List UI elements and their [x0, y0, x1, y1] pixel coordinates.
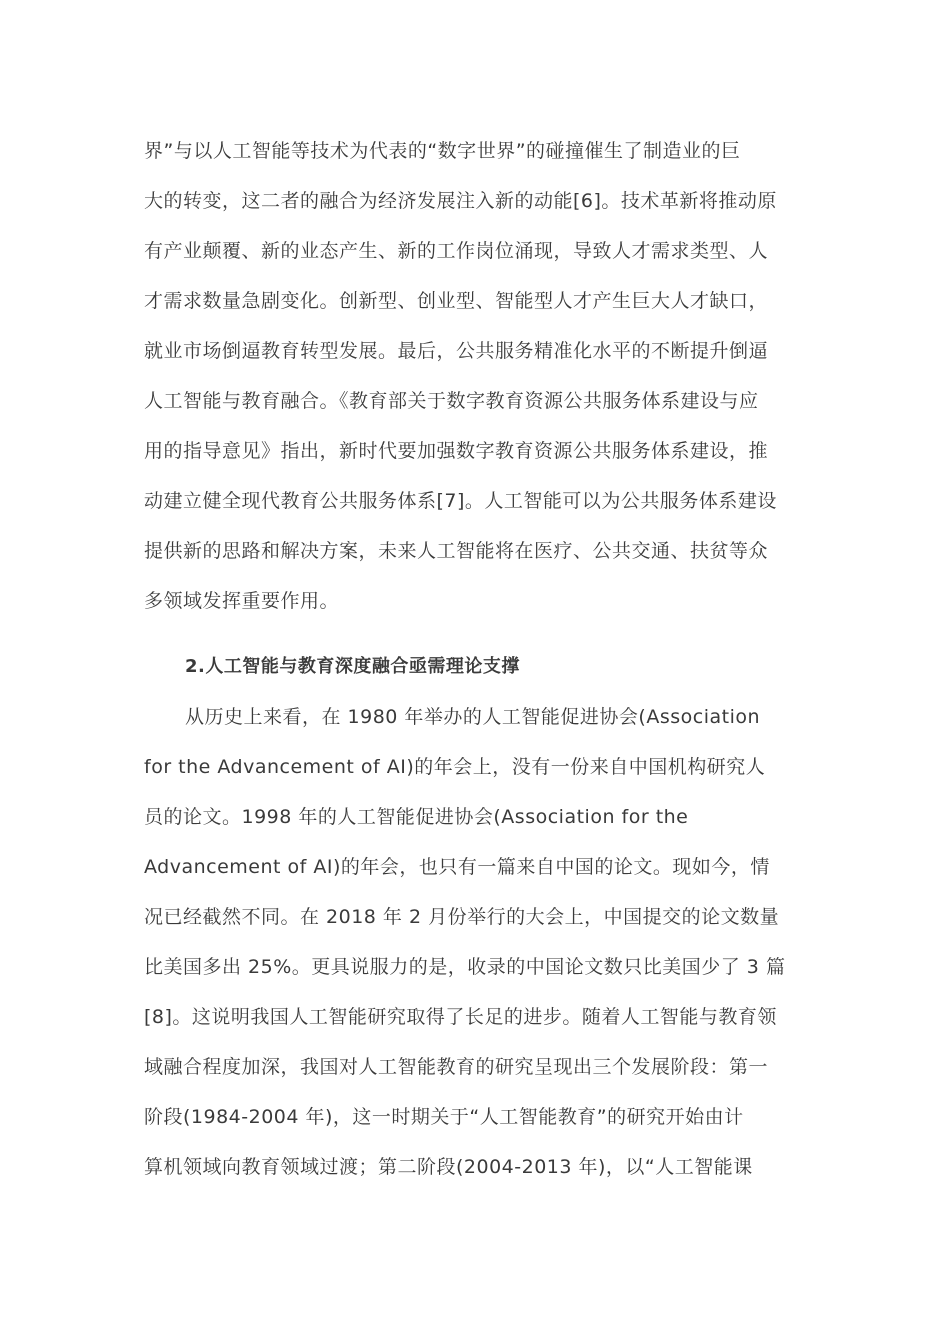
paragraph-line: 多领域发挥重要作用。 — [144, 590, 340, 612]
paragraph-line: for the Advancement of AI)的年会上，没有一份来自中国机构研究人 — [144, 756, 766, 778]
section-heading: 2.人工智能与教育深度融合亟需理论支撑 — [185, 656, 520, 677]
paragraph-line: 算机领域向教育领域过渡；第二阶段(2004-2013 年)，以“人工智能课 — [144, 1156, 753, 1178]
paragraph-line: 提供新的思路和解决方案，未来人工智能将在医疗、公共交通、扶贫等众 — [144, 540, 769, 562]
paragraph-line: 界”与以人工智能等技术为代表的“数字世界”的碰撞催生了制造业的巨 — [144, 140, 741, 162]
paragraph-line: 域融合程度加深，我国对人工智能教育的研究呈现出三个发展阶段：第一 — [144, 1056, 769, 1078]
paragraph-line: 人工智能与教育融合。《教育部关于数字教育资源公共服务体系建设与应 — [144, 390, 759, 412]
paragraph-line: 阶段(1984-2004 年)，这一时期关于“人工智能教育”的研究开始由计 — [144, 1106, 744, 1128]
paragraph-line: 大的转变，这二者的融合为经济发展注入新的动能[6]。技术革新将推动原 — [144, 190, 777, 212]
paragraph-line: 才需求数量急剧变化。创新型、创业型、智能型人才产生巨大人才缺口， — [144, 290, 769, 312]
paragraph-line: 员的论文。1998 年的人工智能促进协会(Association for the — [144, 806, 689, 828]
paragraph-line: 从历史上来看，在 1980 年举办的人工智能促进协会(Association — [185, 706, 761, 728]
paragraph-line: Advancement of AI)的年会，也只有一篇来自中国的论文。现如今，情 — [144, 856, 770, 878]
paragraph-line: [8]。这说明我国人工智能研究取得了长足的进步。随着人工智能与教育领 — [144, 1006, 777, 1028]
paragraph-line: 用的指导意见》指出，新时代要加强数字教育资源公共服务体系建设，推 — [144, 440, 769, 462]
paragraph-line: 比美国多出 25%。更具说服力的是，收录的中国论文数只比美国少了 3 篇 — [144, 956, 786, 978]
paragraph-line: 就业市场倒逼教育转型发展。最后，公共服务精准化水平的不断提升倒逼 — [144, 340, 769, 362]
paragraph-line: 有产业颠覆、新的业态产生、新的工作岗位涌现，导致人才需求类型、人 — [144, 240, 769, 262]
paragraph-line: 况已经截然不同。在 2018 年 2 月份举行的大会上，中国提交的论文数量 — [144, 906, 780, 928]
paragraph-line: 动建立健全现代教育公共服务体系[7]。人工智能可以为公共服务体系建设 — [144, 490, 777, 512]
